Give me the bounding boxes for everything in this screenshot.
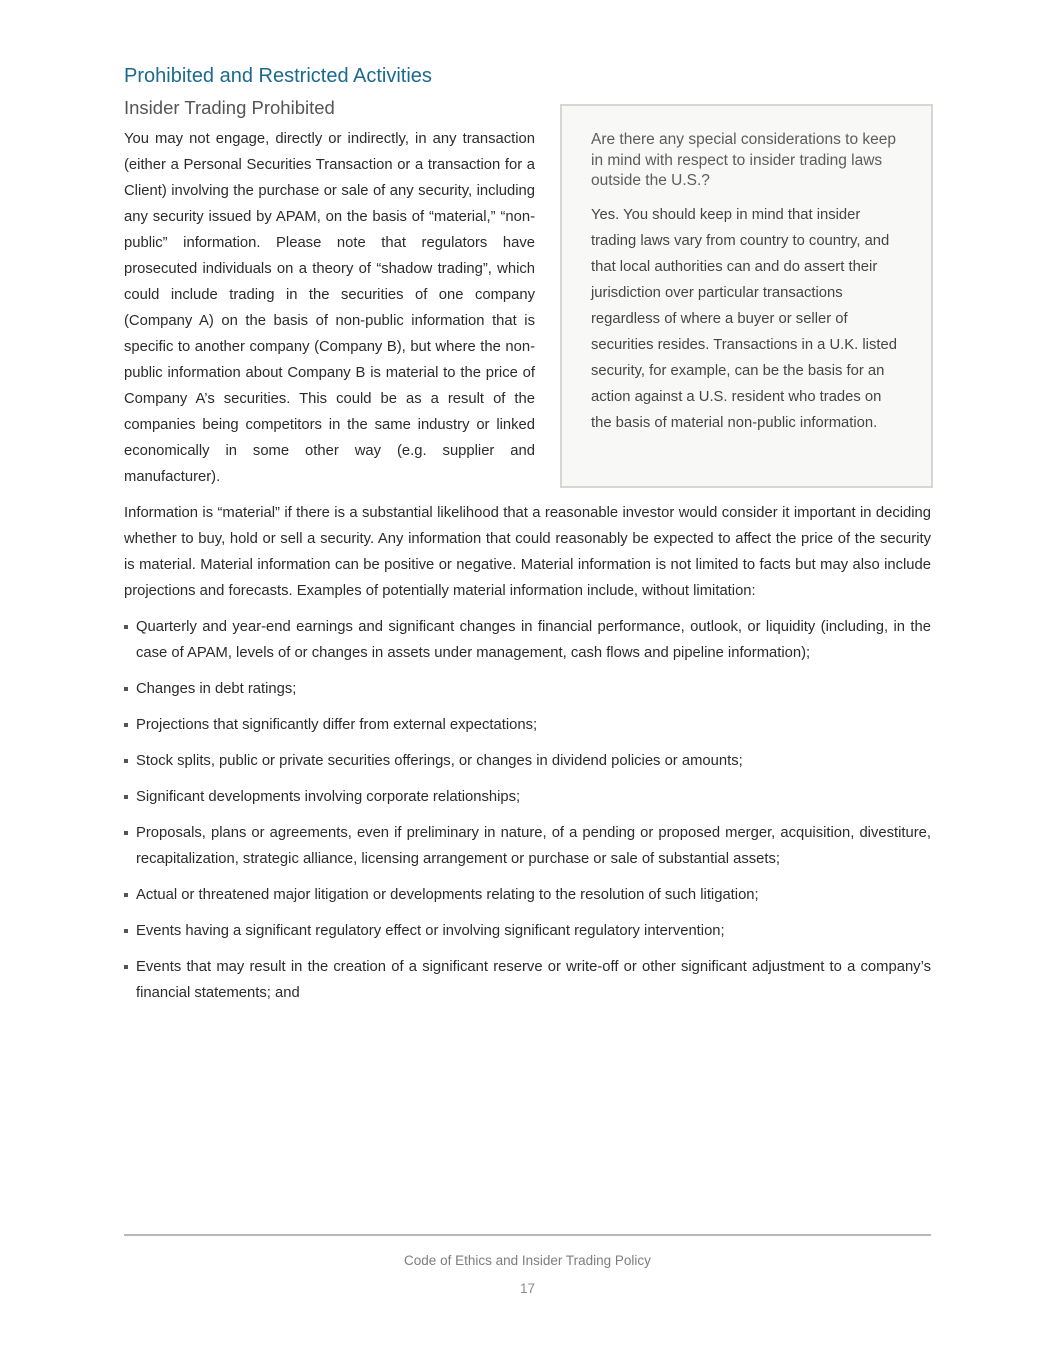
- list-item: [124, 918, 931, 944]
- square-bullet-icon: [124, 831, 128, 835]
- footer-document-title: Code of Ethics and Insider Trading Policy: [404, 1253, 651, 1268]
- list-item-text: Changes in debt ratings;: [136, 681, 297, 697]
- list-item-text: Actual or threatened major litigation or developments relating to the resolution of such litigation;: [136, 887, 759, 903]
- faq-sidebar-box: [560, 104, 933, 488]
- list-item-text: Significant developments involving corporate relationships;: [136, 789, 521, 805]
- list-item: [124, 784, 931, 810]
- square-bullet-icon: [124, 759, 128, 763]
- page-content: [124, 60, 931, 1016]
- sidebar-question: Are there any special considerations to keep in mind with respect to insider trading laws outside the U.S.?: [591, 131, 897, 189]
- list-item-text: Events having a significant regulatory effect or involving significant regulatory intervention;: [136, 923, 725, 939]
- list-item: [124, 954, 931, 1006]
- material-information-list: [124, 614, 931, 1006]
- body-paragraph-insider-trading: You may not engage, directly or indirectly, in any transaction (either a Personal Securities Transaction or a transaction for a Client) involving the purchase or sale of any security, including any security issued by APAM, on the basis of “material,” “non-public” information. Please note that regulators have prosecuted individuals on a theory of “shadow trading”, which could include trading in the securities of one company (Company A) on the basis of non-public information that is specific to another company (Company B), but where the non-public information about Company B is material to the price of Company A’s securities. This could be as a result of the companies being competitors in the same industry or linked economically in some other way (e.g. supplier and manufacturer).: [124, 131, 535, 485]
- section-title: Prohibited and Restricted Activities: [124, 65, 432, 87]
- list-item-text: Events that may result in the creation of a significant reserve or write-off or other significant adjustment to a company’s financial statements; and: [136, 959, 931, 1001]
- square-bullet-icon: [124, 795, 128, 799]
- list-item: [124, 676, 931, 702]
- list-item: [124, 820, 931, 872]
- list-item-text: Quarterly and year-end earnings and significant changes in financial performance, outlook, or liquidity (including, in the case of APAM, levels of or changes in assets under management, cash flows and pipeline information);: [136, 619, 931, 661]
- square-bullet-icon: [124, 687, 128, 691]
- list-item-text: Proposals, plans or agreements, even if preliminary in nature, of a pending or proposed merger, acquisition, divestiture, recapitalization, strategic alliance, licensing arrangement or purchase or sale of substantial assets;: [136, 825, 931, 867]
- list-item: [124, 614, 931, 666]
- square-bullet-icon: [124, 625, 128, 629]
- square-bullet-icon: [124, 929, 128, 933]
- list-item: [124, 882, 931, 908]
- list-item: [124, 712, 931, 738]
- square-bullet-icon: [124, 723, 128, 727]
- subsection-title: Insider Trading Prohibited: [124, 97, 335, 118]
- square-bullet-icon: [124, 965, 128, 969]
- list-item: [124, 748, 931, 774]
- square-bullet-icon: [124, 893, 128, 897]
- sidebar-answer: Yes. You should keep in mind that insider trading laws vary from country to country, and that local authorities can and do assert their jurisdiction over particular transactions regardless of where a buyer or seller of securities resides. Transactions in a U.K. listed security, for example, can be the basis for an action against a U.S. resident who trades on the basis of material non-public information.: [591, 206, 897, 431]
- page-number: 17: [519, 1281, 536, 1296]
- body-paragraph-material-definition: Information is “material” if there is a substantial likelihood that a reasonable investor would consider it important in deciding whether to buy, hold or sell a security. Any information that could reasonably be expected to affect the price of the security is material. Material information can be positive or negative. Material information is not limited to facts but may also include projections and forecasts. Examples of potentially material information include, without limitation:: [124, 505, 931, 599]
- footer-divider: [124, 1234, 931, 1236]
- list-item-text: Projections that significantly differ from external expectations;: [136, 717, 538, 733]
- list-item-text: Stock splits, public or private securities offerings, or changes in dividend policies or amounts;: [136, 753, 743, 769]
